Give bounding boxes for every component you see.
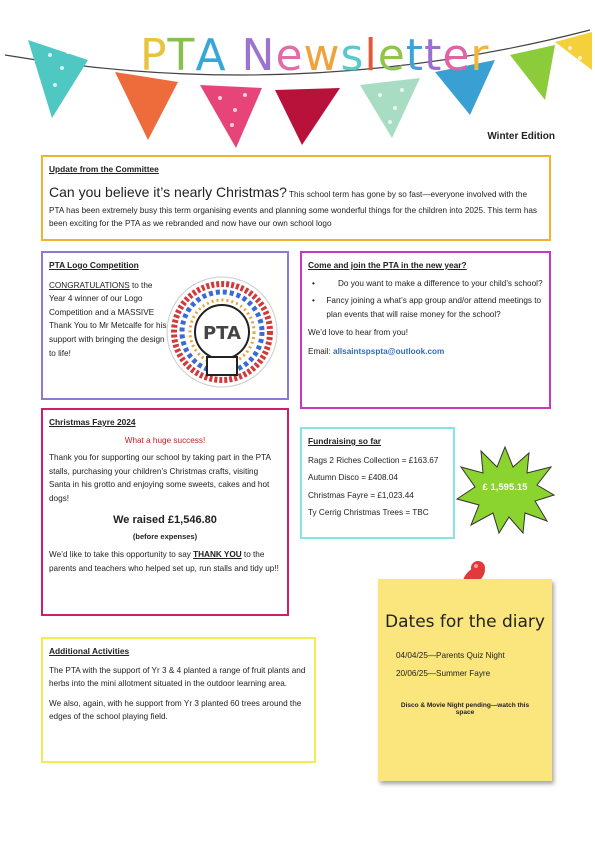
diary-title: Dates for the diary xyxy=(385,612,545,632)
fundraising-box xyxy=(300,427,455,539)
fund-item: Christmas Fayre = £1,023.44 xyxy=(308,490,414,500)
email-link[interactable]: allsaintspspta@outlook.com xyxy=(333,346,445,356)
join-bullet-2: Fancy joining a what’s app group and/or attend meetings to plan events that will raise money for the school? xyxy=(326,296,542,319)
fund-item: Ty Cerrig Christmas Trees = TBC xyxy=(308,508,429,518)
committee-box xyxy=(41,155,551,241)
title-letter xyxy=(227,30,242,81)
flag-orange xyxy=(115,72,178,140)
title-letter: t xyxy=(405,30,425,81)
join-hear: We’d love to hear from you! xyxy=(308,328,408,338)
fayre-body: Thank you for supporting our school by taking part in the PTA stalls, purchasing your children’s Christmas crafts, visiting Santa in his grotto and enjoying some sweets, cakes and hot dogs! xyxy=(49,453,271,503)
title-letter: P xyxy=(140,30,168,81)
title-letter: A xyxy=(195,30,227,81)
title-letter: l xyxy=(364,30,378,81)
flag-pink xyxy=(200,85,262,148)
flag-red xyxy=(275,88,340,145)
title-letter: e xyxy=(377,30,406,81)
fund-item: Rags 2 Riches Collection = £163.67 xyxy=(308,455,439,465)
email-label: Email: xyxy=(308,346,334,356)
activities-paragraph-2: We also, again, with he support from Yr 3 planted 60 trees around the edges of the school playing field. xyxy=(49,698,302,722)
committee-body: This school term has gone by so fast—everyone involved with the PTA has been extremely busy this term organising events and planning some wonderful things for the children into 2025. This term has been exciting for the PTA as we rebranded and now have our own school logo xyxy=(49,189,538,229)
diary-date-1: 04/04/25—Parents Quiz Night xyxy=(396,650,505,660)
title-letter: s xyxy=(340,30,365,81)
logo-text: PTA xyxy=(202,323,242,344)
fayre-thanks-pre: We’d like to take this opportunity to say xyxy=(49,550,194,560)
edition-label: Winter Edition xyxy=(487,131,555,142)
logo-competition-body: to the Year 4 winner of our Logo Competition and a MASSIVE Thank You to Mr Metcalfe for his support with bringing the design to life! xyxy=(49,280,167,358)
fundraising-total-star xyxy=(455,445,555,535)
fayre-heading: Christmas Fayre 2024 xyxy=(49,417,136,427)
fayre-thanks-em: THANK YOU xyxy=(193,550,242,560)
fayre-raised: We raised £1,546.80 xyxy=(113,513,217,526)
title-letter: t xyxy=(424,30,443,81)
fayre-thanks-post: to the parents and teachers who helped set up, run stalls and tidy up!! xyxy=(49,550,279,573)
committee-lead: Can you believe it’s nearly Christmas? xyxy=(49,183,287,200)
pta-logo-image xyxy=(163,273,281,391)
title-letter: T xyxy=(167,30,196,81)
title-letter: N xyxy=(241,30,276,81)
title-letter: w xyxy=(303,30,341,81)
congrats-text: CONGRATULATIONS xyxy=(49,280,130,290)
christmas-fayre-box xyxy=(41,408,289,616)
fund-item: Autumn Disco = £408.04 xyxy=(308,473,398,483)
fayre-subheading: What a huge success! xyxy=(124,435,206,445)
join-heading: Come and join the PTA in the new year? xyxy=(308,260,467,270)
activities-heading: Additional Activities xyxy=(49,646,130,656)
title-letter: r xyxy=(470,30,490,81)
join-pta-box xyxy=(300,251,551,409)
dates-diary-note xyxy=(378,579,552,781)
committee-heading: Update from the Committee xyxy=(49,164,159,174)
diary-date-2: 20/06/25—Summer Fayre xyxy=(396,668,491,678)
flag-teal xyxy=(28,40,88,118)
bullet-icon: • xyxy=(312,278,315,288)
title-letter: e xyxy=(442,30,471,81)
fayre-before-expenses: (before expenses) xyxy=(132,531,198,541)
flag-mint xyxy=(360,78,420,138)
logo-competition-heading: PTA Logo Competition xyxy=(49,260,139,270)
fundraising-total: £ 1,595.15 xyxy=(482,482,528,493)
logo-competition-box xyxy=(41,251,289,400)
title-letter: e xyxy=(275,30,304,81)
diary-pending: Disco & Movie Night pending—watch this space xyxy=(400,701,530,716)
newsletter-title xyxy=(140,30,490,81)
flag-green xyxy=(510,45,555,100)
bullet-icon: • xyxy=(312,296,315,306)
activities-paragraph-1: The PTA with the support of Yr 3 & 4 planted a range of fruit plants and herbs into the mini allotment situated in the outdoor learning area. xyxy=(49,665,306,689)
additional-activities-box xyxy=(41,637,316,763)
fundraising-heading: Fundraising so far xyxy=(308,436,382,446)
join-bullet-1: Do you want to make a difference to your child’s school? xyxy=(338,278,543,288)
